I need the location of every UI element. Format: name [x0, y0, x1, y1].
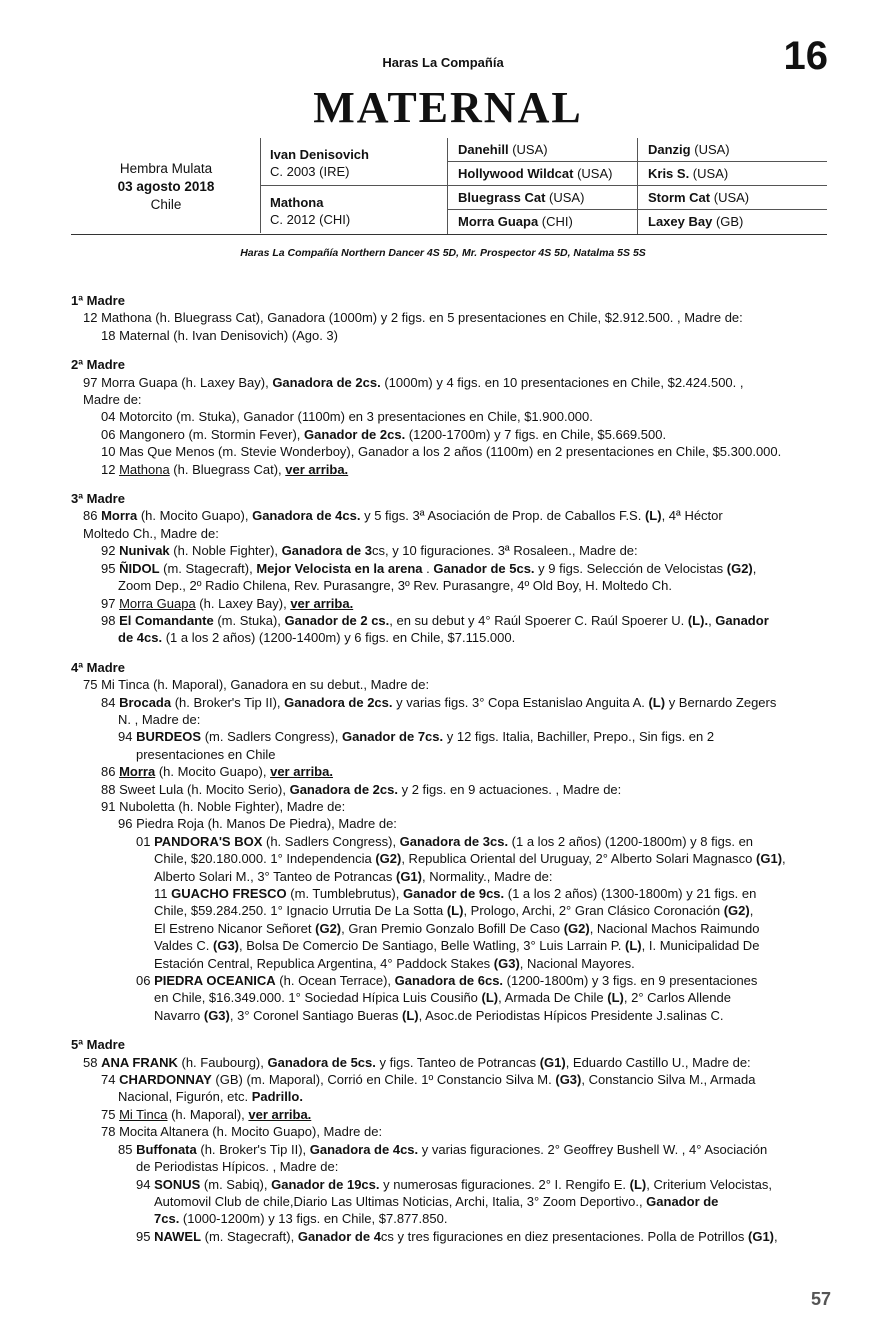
text-run: Ganadora de 5cs. — [267, 1054, 376, 1070]
text-run: . — [422, 560, 434, 576]
section-title: 3ª Madre — [71, 491, 125, 507]
text-run: 86 — [83, 508, 102, 524]
text-run: Chile, $59.284.250. 1° Ignacio Urrutia De La Sotta — [154, 903, 447, 919]
text-run: y Bernardo Zegers — [665, 694, 777, 710]
text-run: 01 — [136, 833, 155, 849]
horse-name: MATERNAL — [313, 83, 583, 132]
text-run: en Chile, $16.349.000. 1° Sociedad Hípica Luis Cousiño — [154, 990, 482, 1006]
text-run: Ganador de — [646, 1193, 719, 1209]
text-run: y 2 figs. en 9 actuaciones. , Madre de: — [397, 781, 622, 797]
text-run: , Republica Oriental del Uruguay, 2° Alberto Solari Magnasco — [401, 851, 757, 867]
text-run: (m. Stagecraft), — [159, 560, 257, 576]
text-run: El Estreno Nicanor Señoret — [154, 920, 316, 936]
text-run: , 2° Carlos Allende — [623, 990, 731, 1006]
text-run: 10 Mas Que Menos (m. Stevie Wonderboy), Ganador a los 2 años (1100m) en 2 presentaciones en Chile, $5.300.000. — [101, 444, 782, 460]
text-run: 06 Mangonero (m. Stormin Fever), — [101, 426, 305, 442]
text-run: (G3) — [555, 1072, 582, 1088]
record-line — [71, 694, 831, 711]
text-run: Nacional, Figurón, etc. — [118, 1089, 252, 1105]
horse-sex-color: Hembra Mulata — [119, 161, 213, 176]
text-run: (m. Sabiq), — [200, 1176, 272, 1192]
text-run: (L) — [629, 1176, 647, 1192]
text-run: (L) — [446, 903, 464, 919]
record-line — [71, 868, 831, 885]
record-line — [71, 1228, 831, 1245]
text-run: y 5 figs. 3ª Asociación de Prop. de Caballos F.S. — [360, 508, 645, 524]
text-run: (h. Bluegrass Cat), — [169, 461, 286, 477]
text-run: (h. Mocito Guapo), — [155, 764, 271, 780]
text-run: , Prologo, Archi, 2° Gran Clásico Coronación — [463, 903, 724, 919]
text-run: Mathona — [119, 461, 170, 477]
text-run: , — [774, 1228, 778, 1244]
text-run: (G2) — [375, 851, 402, 867]
text-run: Ganadora de 2cs. — [272, 374, 381, 390]
dam-info: C. 2012 (CHI) — [270, 212, 351, 227]
text-run: cs y tres figuraciones en diez presentaciones. Polla de Potrillos — [380, 1228, 749, 1244]
record-line — [71, 885, 831, 902]
dam-cell — [260, 186, 446, 233]
text-run: Navarro — [154, 1007, 204, 1023]
text-run: (1 a los 2 años) (1200-1800m) y 8 figs. en — [508, 833, 754, 849]
text-run: ver arriba. — [290, 595, 354, 611]
text-run: , Gran Premio Gonzalo Bofill De Caso — [341, 920, 564, 936]
text-run: N. , Madre de: — [118, 711, 201, 727]
text-run: (m. Tumblebrutus), — [286, 886, 403, 901]
pedigree-table — [71, 138, 827, 235]
text-run: Ganador de 2 cs. — [284, 612, 390, 628]
text-run: (h. Ocean Terrace), — [275, 973, 395, 989]
text-run: Ganador de 9cs. — [402, 886, 505, 901]
text-run: (L) — [644, 508, 662, 524]
text-run: 75 — [101, 1106, 120, 1122]
text-run: y varias figs. 3° Copa Estanislao Anguita A. — [392, 694, 649, 710]
text-run: Ganador — [715, 612, 769, 628]
text-run: (h. Mocito Guapo), — [137, 508, 253, 524]
text-run: Valdes C. — [154, 938, 214, 954]
text-run: Madre de: — [83, 392, 142, 408]
record-line — [71, 1141, 831, 1158]
section-title: 1ª Madre — [71, 293, 125, 308]
text-run: SONUS — [154, 1176, 201, 1192]
text-run: Ganador de 19cs. — [271, 1176, 380, 1192]
text-run: 18 Maternal (h. Ivan Denisovich) (Ago. 3) — [101, 327, 338, 343]
text-run: El Comandante — [119, 612, 214, 628]
text-run: Padrillo. — [251, 1089, 303, 1105]
text-run: (h. Broker's Tip II), — [171, 694, 285, 710]
text-run: 96 Piedra Roja (h. Manos De Piedra), Madre de: — [118, 816, 397, 832]
text-run: , en su debut y 4° Raúl Spoerer C. Raúl Spoerer U. — [389, 612, 688, 628]
record-line — [71, 1007, 831, 1024]
text-run: ver arriba. — [270, 764, 333, 780]
dam-name: Mathona — [270, 195, 324, 210]
record-line — [71, 426, 831, 443]
text-run: (G3) — [203, 1007, 230, 1023]
text-run: , I. Municipalidad De — [641, 938, 760, 954]
text-run: (G2) — [315, 920, 342, 936]
text-run: Estación Central, Republica Argentina, 4° Paddock Stakes — [154, 955, 494, 971]
text-run: (h. Noble Fighter), — [169, 543, 282, 559]
text-run: Ganadora de 3 — [281, 543, 372, 559]
text-run: , Nacional Mayores. — [519, 955, 635, 971]
record-line — [71, 1193, 831, 1210]
record-line — [71, 920, 831, 937]
text-run: Buffonata — [136, 1141, 197, 1157]
text-run: (h. Maporal), — [167, 1106, 249, 1122]
family-history — [71, 292, 831, 1245]
text-run: (G1) — [395, 868, 422, 884]
text-run: , 3° Coronel Santiago Bueras — [229, 1007, 402, 1023]
record-line — [71, 781, 831, 798]
record-line — [71, 815, 831, 832]
record-line — [71, 595, 831, 612]
text-run: 78 Mocita Altanera (h. Mocito Guapo), Madre de: — [101, 1124, 383, 1140]
text-run: (GB) (m. Maporal), Corrió en Chile. 1º Constancio Silva M. — [211, 1072, 556, 1088]
record-line — [71, 461, 831, 478]
record-line — [71, 391, 831, 408]
text-run: 92 — [101, 543, 120, 559]
text-run: , 4ª Héctor — [661, 508, 723, 524]
text-run: y numerosas figuraciones. 2° I. Rengifo E. — [379, 1176, 630, 1192]
record-line — [71, 972, 831, 989]
section-title: 4ª Madre — [71, 659, 125, 675]
text-run: (L) — [607, 990, 624, 1006]
text-run: 58 — [83, 1054, 102, 1070]
section-title: 2ª Madre — [71, 357, 125, 373]
text-run: (1 a los 2 años) (1200-1400m) y 6 figs. en Chile, $7.115.000. — [162, 630, 516, 646]
text-run: 74 — [101, 1072, 120, 1088]
record-line — [71, 309, 831, 326]
record-line — [71, 1054, 831, 1071]
text-run: Ganadora de 4cs. — [252, 508, 361, 524]
text-run: y 9 figs. Selección de Velocistas — [534, 560, 727, 576]
text-run: Ganador de 7cs. — [341, 729, 444, 745]
record-line — [71, 902, 831, 919]
record-line — [71, 1210, 831, 1227]
text-run: Ganadora de 2cs. — [289, 781, 398, 797]
record-line — [71, 327, 831, 344]
text-run: (G1) — [756, 851, 783, 867]
text-run: 91 Nuboletta (h. Noble Fighter), Madre de: — [101, 798, 346, 814]
record-line — [71, 746, 831, 763]
record-line — [71, 728, 831, 745]
record-line — [71, 989, 831, 1006]
text-run: y 12 figs. Italia, Bachiller, Prepo., Sin figs. en 2 — [443, 729, 715, 745]
text-run: (G2) — [723, 903, 750, 919]
record-line — [71, 763, 831, 780]
text-run: (L) — [402, 1007, 419, 1023]
text-run: 12 — [101, 461, 120, 477]
record-line — [71, 1106, 831, 1123]
record-line — [71, 1088, 831, 1105]
text-run: , Asoc.de Periodistas Hípicos Presidente J.salinas C. — [418, 1007, 724, 1023]
record-line — [71, 374, 831, 391]
text-run: 94 — [136, 1176, 155, 1192]
text-run: 11 — [154, 886, 172, 901]
granddam-cell: Hollywood Wildcat (USA) — [447, 162, 637, 186]
text-run: Moltedo Ch., Madre de: — [83, 525, 219, 541]
text-run: (1000-1200m) y 13 figs. en Chile, $7.877.850. — [179, 1211, 448, 1227]
text-run: Chile, $20.180.000. 1° Independencia — [154, 851, 376, 867]
text-run: BURDEOS — [136, 729, 202, 745]
text-run: 94 — [118, 729, 137, 745]
text-run: Ganador de 2cs. — [304, 426, 406, 442]
text-run: (h. Sadlers Congress), — [262, 833, 400, 849]
text-run: 98 — [101, 612, 120, 628]
text-run: (h. Broker's Tip II), — [196, 1141, 310, 1157]
text-run: , Nacional Machos Raimundo — [589, 920, 760, 936]
text-run: 06 — [136, 973, 155, 989]
record-line — [71, 577, 831, 594]
text-run: (h. Faubourg), — [177, 1054, 268, 1070]
record-line — [71, 560, 831, 577]
record-line — [71, 833, 831, 850]
text-run: ver arriba. — [285, 461, 349, 477]
text-run: Ganador de 4 — [297, 1228, 381, 1244]
record-line — [71, 1158, 831, 1175]
ancestor-cell: Danzig (USA) — [637, 138, 827, 162]
text-run: (m. Stagecraft), — [201, 1228, 298, 1244]
text-run: (G2) — [726, 560, 753, 576]
lot-number: 16 — [783, 34, 828, 78]
text-run: (L). — [687, 612, 709, 628]
text-run: Automovil Club de chile,Diario Las Ultimas Noticias, Archi, Italia, 3° Zoom Deportivo., — [154, 1193, 647, 1209]
text-run: 7cs. — [154, 1211, 180, 1227]
section-title: 5ª Madre — [71, 1037, 125, 1053]
record-line — [71, 711, 831, 728]
horse-country: Chile — [150, 197, 182, 212]
text-run: Morra — [119, 764, 156, 780]
record-line — [71, 1176, 831, 1193]
record-line — [71, 408, 831, 425]
text-run: , Armada De Chile — [498, 990, 608, 1006]
text-run: (m. Sadlers Congress), — [201, 729, 342, 745]
text-run: presentaciones en Chile — [136, 746, 276, 762]
text-run: Ganadora de 6cs. — [394, 973, 504, 989]
text-run: 97 — [101, 595, 120, 611]
text-run: 04 Motorcito (m. Stuka), Ganador (1100m) en 3 presentaciones en Chile, $1.900.000. — [101, 409, 593, 425]
text-run: , — [752, 560, 757, 576]
text-run: , Criterium Velocistas, — [646, 1176, 772, 1192]
grandsire-cell: Danehill (USA) — [447, 138, 637, 162]
record-line — [71, 612, 831, 629]
record-line — [71, 798, 831, 815]
text-run: Alberto Solari M., 3° Tanteo de Potrancas — [154, 868, 396, 884]
ancestor-cell: Storm Cat (USA) — [637, 186, 827, 210]
text-run: (G2) — [563, 920, 590, 936]
text-run: (L) — [481, 990, 499, 1006]
text-run: Zoom Dep., 2º Radio Chilena, Rev. Purasangre, 3º Rev. Purasangre, 4º Old Boy, H. Moltedo Ch. — [118, 578, 673, 594]
text-run: de 4cs. — [118, 630, 163, 646]
text-run: GUACHO FRESCO — [171, 886, 287, 901]
text-run: 88 Sweet Lula (h. Mocito Serio), — [101, 781, 290, 797]
text-run: y figs. Tanteo de Potrancas — [375, 1054, 540, 1070]
horse-dob: 03 agosto 2018 — [117, 179, 215, 194]
text-run: (G1) — [539, 1054, 566, 1070]
text-run: (L) — [648, 694, 666, 710]
text-run: 85 — [118, 1141, 137, 1157]
record-line — [71, 443, 831, 460]
text-run: NAWEL — [154, 1228, 202, 1244]
text-run: 95 — [101, 560, 120, 576]
text-run: Ganador de 5cs. — [433, 560, 535, 576]
text-run: Ganadora de 4cs. — [309, 1141, 419, 1157]
text-run: 12 Mathona (h. Bluegrass Cat), Ganadora (1000m) y 2 figs. en 5 presentaciones en Chile, $2.912.500. , Madre de: — [83, 310, 743, 326]
text-run: Brocada — [119, 694, 172, 710]
record-line — [71, 1123, 831, 1140]
record-line — [71, 937, 831, 954]
text-run: , Normality., Madre de: — [421, 868, 553, 884]
dam-dam-cell: Morra Guapa (CHI) — [447, 210, 637, 234]
text-run: (1200-1700m) y 7 figs. en Chile, $5.669.500. — [405, 426, 667, 442]
text-run: , Constancio Silva M., Armada — [581, 1072, 756, 1088]
text-run: Morra — [101, 508, 138, 524]
text-run: Nunivak — [119, 543, 170, 559]
page-number: 57 — [810, 1289, 831, 1309]
text-run: cs, y 10 figuraciones. 3ª Rosaleen., Madre de: — [371, 543, 638, 559]
text-run: de Periodistas Hípicos. , Madre de: — [136, 1159, 339, 1175]
text-run: (m. Stuka), — [213, 612, 285, 628]
text-run: Morra Guapa — [119, 595, 196, 611]
text-run: Ganadora de 3cs. — [399, 833, 509, 849]
text-run: PIEDRA OCEANICA — [154, 973, 276, 989]
text-run: Mejor Velocista en la arena — [256, 560, 423, 576]
sire-name: Ivan Denisovich — [270, 147, 369, 162]
horse-info — [71, 160, 261, 214]
text-run: y varias figuraciones. 2° Geoffrey Bushell W. , 4° Asociación — [418, 1141, 768, 1157]
text-run: , — [708, 612, 716, 628]
record-line — [71, 507, 831, 524]
text-run: PANDORA'S BOX — [154, 833, 263, 849]
text-run: 75 Mi Tinca (h. Maporal), Ganadora en su debut., Madre de: — [83, 677, 430, 693]
text-run: (1000m) y 4 figs. en 10 presentaciones en Chile, $2.424.500. , — [380, 374, 744, 390]
text-run: (G1) — [748, 1228, 775, 1244]
text-run: Ganadora de 2cs. — [284, 694, 393, 710]
record-line — [71, 525, 831, 542]
haras-title: Haras La Compañía — [382, 55, 504, 70]
text-run: (h. Laxey Bay), — [195, 595, 291, 611]
sire-info: C. 2003 (IRE) — [270, 164, 350, 179]
text-run: , — [749, 903, 754, 919]
text-run: ANA FRANK — [101, 1054, 178, 1070]
text-run: ÑIDOL — [119, 560, 160, 576]
record-line — [71, 955, 831, 972]
text-run: ver arriba. — [248, 1106, 312, 1122]
text-run: 84 — [101, 694, 120, 710]
text-run: (G3) — [213, 938, 240, 954]
text-run: , — [782, 851, 786, 867]
text-run: CHARDONNAY — [119, 1072, 212, 1088]
ancestor-cell: Kris S. (USA) — [637, 162, 827, 186]
record-line — [71, 629, 831, 646]
text-run: (1 a los 2 años) (1300-1800m) y 21 figs. en — [504, 886, 757, 901]
text-run: (1200-1800m) y 3 figs. en 9 presentaciones — [503, 973, 758, 989]
record-line — [71, 542, 831, 559]
text-run: 86 — [101, 764, 120, 780]
sire-cell — [260, 138, 446, 185]
text-run: (L) — [625, 938, 642, 954]
text-run: Mi Tinca — [119, 1106, 168, 1122]
text-run: , Eduardo Castillo U., Madre de: — [565, 1054, 751, 1070]
text-run: , Bolsa De Comercio De Santiago, Belle Watling, 3° Luis Larrain P. — [239, 938, 626, 954]
record-line — [71, 1071, 831, 1088]
text-run: 95 — [136, 1228, 155, 1244]
dam-sire-cell: Bluegrass Cat (USA) — [447, 186, 637, 210]
inbreeding-note: Haras La Compañía Northern Dancer 4S 5D, Mr. Prospector 4S 5D, Natalma 5S 5S — [240, 247, 646, 259]
ancestor-cell: Laxey Bay (GB) — [637, 210, 827, 234]
text-run: (G3) — [493, 955, 520, 971]
record-line — [71, 850, 831, 867]
record-line — [71, 676, 831, 693]
text-run: 97 Morra Guapa (h. Laxey Bay), — [83, 374, 273, 390]
